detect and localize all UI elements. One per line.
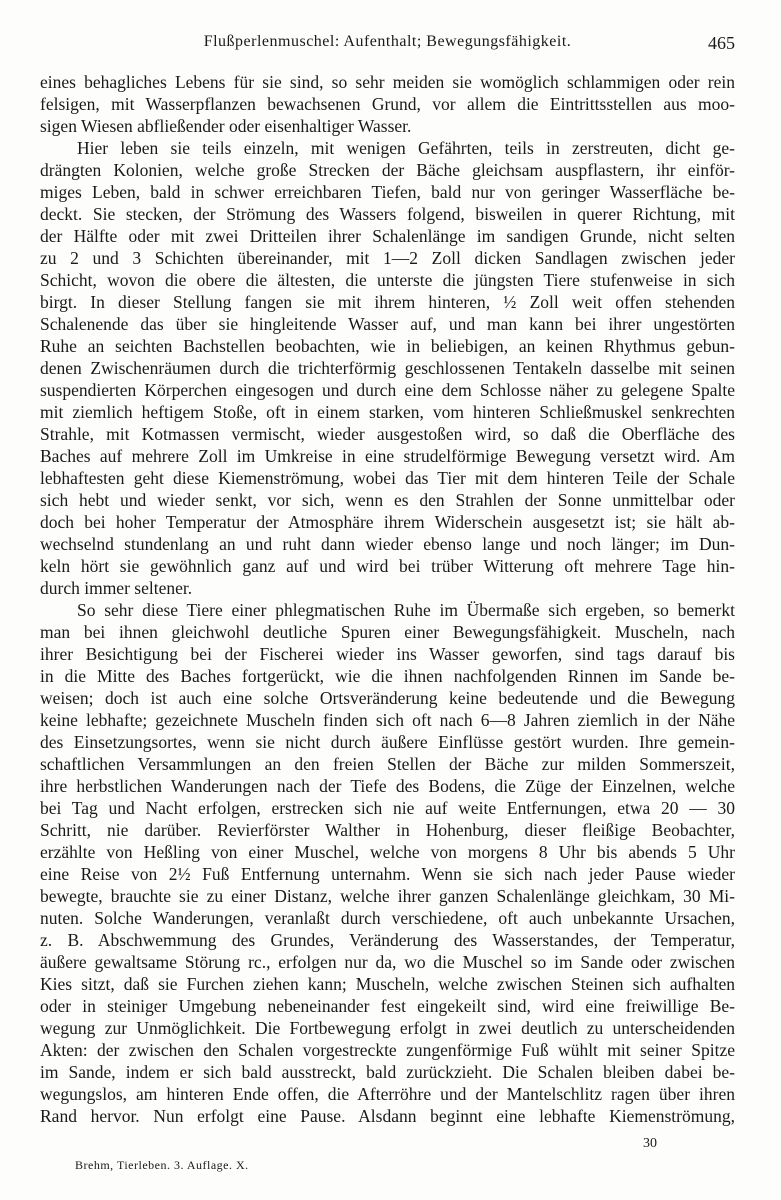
text-line: wechselnd stundenlang an und ruht dann wieder ebenso lange und noch länger; im Dun- [40, 534, 735, 554]
text-line: drängten Kolonien, welche große Strecken der Bäche gleichsam auspflastern, ihr einför- [40, 160, 735, 180]
text-line: wegungslos, am hinteren Ende offen, die Afterröhre und der Mantelschlitz ragen über ihren [40, 1084, 735, 1104]
text-line: Baches auf mehrere Zoll im Umkreise in eine strudelförmige Bewegung versetzt wird. Am [40, 446, 735, 466]
text-line: Strahle, mit Kotmassen vermischt, wieder ausgestoßen wird, so daß die Oberfläche des [40, 424, 735, 444]
text-line: oder in steiniger Umgebung nebeneinander fest eingekeilt sind, wird eine freiwillige Be- [40, 996, 735, 1016]
text-line: Rand hervor. Nun erfolgt eine Pause. Alsdann beginnt eine lebhafte Kiemenströmung, [40, 1106, 735, 1126]
text-line: eine Reise von 2½ Fuß Entfernung unternahm. Wenn sie sich nach jeder Pause wieder [40, 864, 735, 884]
text-line: So sehr diese Tiere einer phlegmatischen Ruhe im Übermaße sich ergeben, so bemerkt [77, 600, 735, 620]
body-text [40, 71, 735, 1127]
text-line: keln hört sie gewöhnlich ganz auf und wird bei trüber Witterung oft mehrere Tage hin- [40, 556, 735, 576]
text-line: Schalenende das über sie hingleitende Wasser auf, und man kann bei ihrer ungestörten [40, 314, 735, 334]
text-line: des Einsetzungsortes, wenn sie nicht durch äußere Einflüsse gestört wurden. Ihre gemein- [40, 732, 735, 752]
text-line: birgt. In dieser Stellung fangen sie mit ihrem hinteren, ½ Zoll weit offen stehenden [40, 292, 735, 312]
text-line: miges Leben, bald in schwer erreichbaren Tiefen, bald nur von geringer Wasserfläche be- [40, 182, 735, 202]
text-line: bei Tag und Nacht erfolgen, erstrecken sich nie auf weite Entfernungen, etwa 20 — 30 [40, 798, 735, 818]
text-line: ihrer Besichtigung bei der Fischerei wieder ins Wasser geworfen, sind tags darauf bis [40, 644, 735, 664]
text-line: bewegte, brauchte sie zu einer Distanz, welche ihrer ganzen Schalenlänge gleichkam, 30 Mi- [40, 886, 735, 906]
text-line: denen Zwischenräumen durch die trichterförmig geschlossenen Tentakeln dasselbe mit seinen [40, 358, 735, 378]
text-line: felsigen, mit Wasserpflanzen bewachsenen Grund, vor allem die Eintrittsstellen aus moo- [40, 94, 735, 114]
text-line: lebhaftesten geht diese Kiemenströmung, wobei das Tier mit dem hinteren Teile der Schale [40, 468, 735, 488]
text-line: erzählte von Heßling von einer Muschel, welche von morgens 8 Uhr bis abends 5 Uhr [40, 842, 735, 862]
text-line: z. B. Abschwemmung des Grundes, Veränderung des Wasserstandes, der Temperatur, [40, 930, 735, 950]
text-line: der Hälfte oder mit zwei Dritteilen ihrer Schalenlänge im sandigen Grunde, nicht selten [40, 226, 735, 246]
text-line: zu 2 und 3 Schichten übereinander, mit 1—2 Zoll dicken Sandlagen zwischen jeder [40, 248, 735, 268]
text-line: weisen; doch ist auch eine solche Ortsveränderung keine bedeutende und die Bewegung [40, 688, 735, 708]
page-header [40, 33, 735, 57]
text-line: keine lebhafte; gezeichnete Muscheln finden sich oft nach 6—8 Jahren ziemlich in der Nähe [40, 710, 735, 730]
text-line: Akten: der zwischen den Schalen vorgestreckte zungenförmige Fuß wühlt mit seiner Spitze [40, 1040, 735, 1060]
text-line: Ruhe an seichten Bachstellen beobachten, wie in beliebigen, an keinen Rhythmus gebun- [40, 336, 735, 356]
text-line: deckt. Sie stecken, der Strömung des Wassers folgend, bisweilen in querer Richtung, mit [40, 204, 735, 224]
text-line: man bei ihnen gleichwohl deutliche Spuren einer Bewegungsfähigkeit. Muscheln, nach [40, 622, 735, 642]
text-line: äußere gewaltsame Störung rc., erfolgen nur da, wo die Muschel so im Sande oder zwischen [40, 952, 735, 972]
text-line: Hier leben sie teils einzeln, mit wenigen Gefährten, teils in zerstreuten, dicht ge- [77, 138, 735, 158]
text-line: sigen Wiesen abfließender oder eisenhaltiger Wasser. [40, 116, 412, 136]
text-line: im Sande, indem er sich bald ausstreckt, bald zurückzieht. Die Schalen bleiben dabei be- [40, 1062, 735, 1082]
text-line: Kies sitzt, daß sie Furchen ziehen kann; Muscheln, welche zwischen Steinen sich aufhalten [40, 974, 735, 994]
running-title: Flußperlenmuschel: Aufenthalt; Bewegungsfähigkeit. [203, 33, 572, 50]
text-line: wegung zur Unmöglichkeit. Die Fortbewegung erfolgt in zwei deutlich zu unterscheidenden [40, 1018, 735, 1038]
sheet-signature: 30 [643, 1136, 657, 1151]
footer-imprint: Brehm, Tierleben. 3. Auflage. X. [75, 1158, 249, 1172]
text-line: eines behagliches Lebens für sie sind, so sehr meiden sie womöglich schlammigen oder rein [40, 72, 735, 92]
text-line: mit ziemlich heftigem Stoße, oft in einem starken, vom hinteren Schließmuskel senkrechten [40, 402, 735, 422]
text-line: ihre herbstlichen Wanderungen nach der Tiefe des Bodens, die Züge der Einzelnen, welche [40, 776, 735, 796]
text-line: suspendierten Körperchen eingesogen und durch eine dem Schlosse näher zu gelegene Spalte [40, 380, 735, 400]
text-line: sich hebt und wieder senkt, vor sich, wenn es den Strahlen der Sonne unmittelbar oder [40, 490, 735, 510]
text-line: schaftlichen Versammlungen an den freien Stellen der Bäche zur milden Sommerszeit, [40, 754, 735, 774]
text-line: in die Mitte des Baches fortgerückt, wie die ihnen nachfolgenden Rinnen im Sande be- [40, 666, 735, 686]
text-line: doch bei hoher Temperatur der Atmosphäre ihrem Widerschein ausgesetzt ist; sie hält ab- [40, 512, 735, 532]
text-line: nuten. Solche Wanderungen, veranlaßt durch verschiedene, oft auch unbekannte Ursachen, [40, 908, 735, 928]
text-line: durch immer seltener. [40, 578, 193, 598]
text-line: Schicht, wovon die obere die ältesten, die unterste die jüngsten Tiere stufenweise in sich [40, 270, 735, 290]
page-number: 465 [708, 33, 735, 53]
text-line: Schritt, nie darüber. Revierförster Walther in Hohenburg, dieser fleißige Beobachter, [40, 820, 735, 840]
